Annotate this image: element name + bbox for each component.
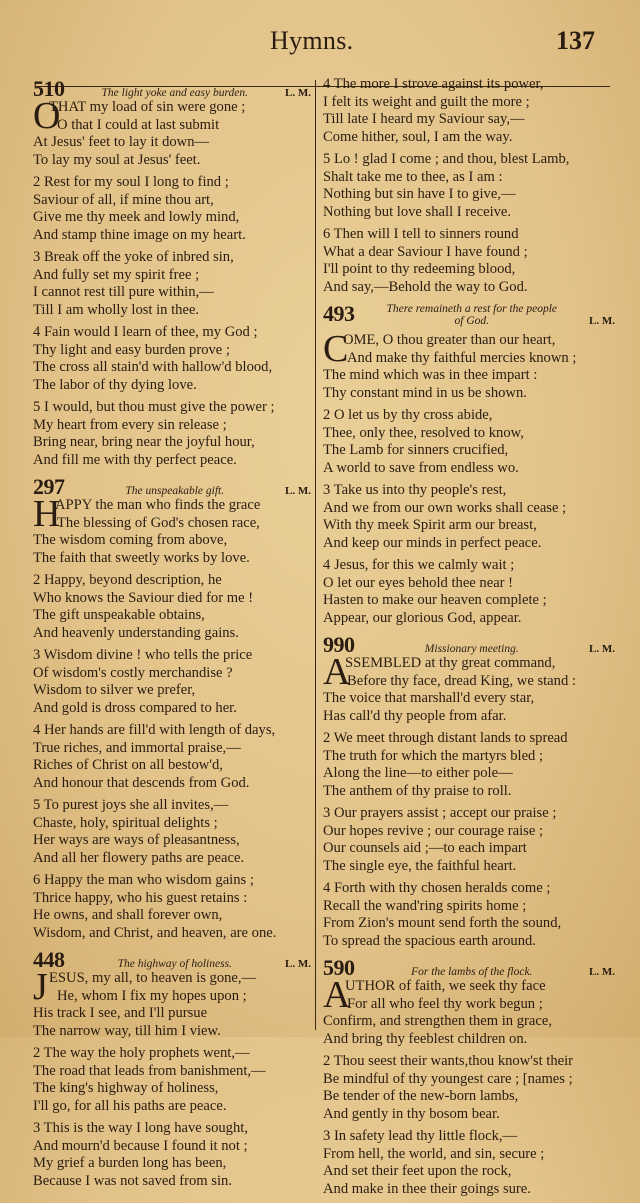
verse-line: I felt its weight and guilt the more ; [323, 93, 530, 110]
verse-line: A world to save from endless wo. [323, 459, 519, 476]
verse-line: And honour that descends from God. [33, 774, 250, 791]
verse-line: From hell, the world, and sin, secure ; [323, 1145, 545, 1162]
verse-line: 2 O let us by thy cross abide, [323, 407, 493, 423]
verse-line: 2 Happy, beyond description, he [33, 572, 222, 588]
verse-line: And keep our minds in perfect peace. [323, 534, 542, 551]
verse-line: And gold is dross compared to her. [33, 699, 237, 716]
stanza-1 [33, 493, 311, 567]
verse-line: Along the line—to either pole— [323, 765, 513, 781]
verse-line: The blessing of God's chosen race, [57, 514, 260, 531]
verse-line: To lay my soul at Jesus' feet. [33, 151, 201, 168]
hymn-number: 448 [33, 947, 65, 972]
verse-line: Till late I heard my Saviour say,— [323, 111, 525, 127]
stanza-6 [323, 226, 615, 296]
verse-line: He, whom I fix my hopes upon ; [57, 987, 247, 1004]
verse-line: My grief a burden long has been, [33, 1155, 227, 1171]
stanza-2 [33, 572, 311, 642]
verse-line: Has call'd thy people from afar. [323, 707, 507, 724]
left-column [33, 76, 311, 1195]
verse-line: 2 The way the holy prophets went,— [33, 1045, 250, 1061]
verse-line: And fill me with thy perfect peace. [33, 451, 237, 468]
verse-line: 3 Our prayers assist ; accept our praise ; [323, 805, 557, 821]
verse-line: And heavenly understanding gains. [33, 624, 239, 641]
verse-line: And set their feet upon the rock, [323, 1163, 512, 1179]
running-head [0, 24, 640, 64]
verse-line: 2 We meet through distant lands to spread [323, 730, 568, 746]
verse-line: Bring near, bring near the joyful hour, [33, 434, 255, 450]
drop-cap: J [33, 966, 48, 1008]
verse-line: 4 Jesus, for this we calmly wait ; [323, 557, 515, 573]
verse-line: 4 Fain would I learn of thee, my God ; [33, 324, 258, 340]
stanza-3 [33, 1120, 311, 1190]
verse-line: Before thy face, dread King, we stand : [347, 672, 576, 689]
verse-line: 2 Rest for my soul I long to find ; [33, 174, 229, 190]
verse-line: Be mindful of thy youngest care ; [names ; [323, 1070, 573, 1087]
right-column [323, 76, 615, 1203]
verse-line: The truth for which the martyrs bled ; [323, 747, 544, 764]
verse-line: Shalt take me to thee, as I am : [323, 168, 503, 185]
verse-line: And mourn'd because I found it not ; [33, 1137, 248, 1154]
hymn-590 [323, 955, 615, 1198]
hymn-theme: The highway of holiness. [117, 958, 232, 970]
verse-line: Be tender of the new-born lambs, [323, 1088, 519, 1104]
verse-line: The road that leads from banishment,— [33, 1062, 266, 1079]
verse-line: APPY the man who finds the grace [55, 497, 261, 513]
stanza-2 [33, 1045, 311, 1115]
verse-line: Riches of Christ on all bestow'd, [33, 757, 223, 773]
verse-line: 3 This is the way I long have sought, [33, 1120, 248, 1136]
hymn-number: 493 [323, 301, 355, 326]
page-number: 137 [556, 26, 595, 55]
hymn-meter: L. M. [285, 87, 311, 99]
stanza-3 [323, 805, 615, 875]
drop-cap: H [33, 493, 61, 535]
verse-line: My heart from every sin release ; [33, 416, 227, 433]
drop-cap: O [33, 95, 61, 137]
hymn-meter: L. M. [285, 485, 311, 497]
hymn-theme: The light yoke and easy burden. [101, 87, 248, 99]
verse-line: Nothing but love shall I receive. [323, 203, 512, 220]
verse-line: Till I am wholly lost in thee. [33, 301, 200, 318]
stanza-4 [33, 722, 311, 792]
hymn-header [33, 474, 311, 499]
verse-line: The wisdom coming from above, [33, 532, 228, 548]
hymn-297 [33, 474, 311, 942]
hymn-990 [323, 632, 615, 950]
verse-line: Thy light and easy burden prove ; [33, 341, 230, 358]
stanza-2 [323, 1053, 615, 1123]
stanza-2 [323, 730, 615, 800]
verse-line: Thrice happy, who his guest retains : [33, 889, 248, 906]
hymn-theme: The unspeakable gift. [125, 485, 225, 497]
verse-line: At Jesus' feet to lay it down— [33, 134, 210, 150]
verse-line: And gently in thy bosom bear. [323, 1105, 500, 1122]
verse-line: 4 Forth with thy chosen heralds come ; [323, 880, 551, 896]
verse-line: The mind which was in thee impart : [323, 367, 538, 383]
verse-line: 4 Her hands are fill'd with length of days, [33, 722, 276, 738]
verse-line: True riches, and immortal praise,— [33, 739, 241, 756]
hymn-header [323, 955, 615, 980]
verse-line: And bring thy feeblest children on. [323, 1030, 528, 1047]
verse-line: And we from our own works shall cease ; [323, 499, 567, 516]
verse-line: 6 Happy the man who wisdom gains ; [33, 872, 254, 888]
hymn-header [33, 76, 311, 101]
stanza-5 [33, 399, 311, 469]
verse-line: For all who feel thy work begun ; [347, 995, 543, 1012]
stanza-1 [323, 328, 615, 402]
verse-line: And all her flowery paths are peace. [33, 849, 245, 866]
stanza-2 [33, 174, 311, 244]
verse-line: Thee, only thee, resolved to know, [323, 424, 524, 441]
verse-line: Confirm, and strengthen them in grace, [323, 1013, 552, 1029]
verse-line: And make thy faithful mercies known ; [347, 349, 577, 366]
hymn-meter: L. M. [589, 643, 615, 655]
verse-line: Wisdom, and Christ, and heaven, are one. [33, 924, 277, 941]
verse-line: 5 I would, but thou must give the power ; [33, 399, 275, 415]
verse-line: 4 The more I strove against its power, [323, 76, 544, 92]
hymn-510-continued [323, 76, 615, 296]
hymn-theme-line-2: of God. [454, 315, 489, 327]
hymn-number: 297 [33, 474, 65, 499]
drop-cap: A [323, 651, 351, 693]
verse-line: 5 To purest joys she all invites,— [33, 797, 229, 813]
verse-line: The voice that marshall'd every star, [323, 690, 535, 706]
stanza-1 [33, 95, 311, 169]
verse-line: The labor of thy dying love. [33, 376, 197, 393]
verse-line: His track I see, and I'll pursue [33, 1005, 208, 1021]
hymn-header [323, 632, 615, 657]
verse-line: And stamp thine image on my heart. [33, 226, 246, 243]
verse-line: Hasten to make our heaven complete ; [323, 592, 547, 608]
verse-line: From Zion's mount send forth the sound, [323, 915, 562, 931]
stanza-4 [33, 324, 311, 394]
verse-line: I'll point to thy redeeming blood, [323, 261, 516, 277]
verse-line: The Lamb for sinners crucified, [323, 442, 509, 458]
verse-line: Our counsels aid ;—to each impart [323, 840, 527, 856]
verse-line: Who knows the Saviour died for me ! [33, 589, 254, 606]
hymn-theme: Missionary meeting. [424, 643, 519, 655]
stanza-4 [323, 880, 615, 950]
hymn-number: 990 [323, 632, 355, 657]
verse-line: 5 Lo ! glad I come ; and thou, blest Lamb, [323, 151, 570, 167]
verse-line: Come hither, soul, I am the way. [323, 128, 513, 145]
stanza-2 [323, 407, 615, 477]
verse-line: And say,—Behold the way to God. [323, 278, 528, 295]
running-title: Hymns. [270, 26, 354, 55]
stanza-1 [323, 651, 615, 725]
verse-line: With thy meek Spirit arm our breast, [323, 517, 537, 533]
verse-line: ESUS, my all, to heaven is gone,— [49, 970, 257, 986]
verse-line: SSEMBLED at thy great command, [345, 655, 556, 671]
verse-line: I'll go, for all his paths are peace. [33, 1097, 227, 1114]
verse-line: The gift unspeakable obtains, [33, 607, 205, 623]
verse-line: Chaste, holy, spiritual delights ; [33, 814, 218, 831]
verse-line: Recall the wand'ring spirits home ; [323, 897, 527, 914]
verse-line: THAT my load of sin were gone ; [49, 99, 246, 115]
hymn-header [33, 947, 311, 972]
hymn-theme-line-1: There remaineth a rest for the people [386, 303, 558, 315]
hymn-510 [33, 76, 311, 469]
verse-line: 3 Break off the yoke of inbred sin, [33, 249, 234, 265]
verse-line: Appear, our glorious God, appear. [323, 609, 522, 626]
stanza-1 [323, 974, 615, 1048]
verse-line: 6 Then will I tell to sinners round [323, 226, 519, 242]
drop-cap: A [323, 974, 351, 1016]
verse-line: Wisdom to silver we prefer, [33, 682, 196, 698]
verse-line: He owns, and shall forever own, [33, 907, 223, 923]
hymn-number: 590 [323, 955, 355, 980]
verse-line: Her ways are ways of pleasantness, [33, 832, 240, 848]
verse-line: Our hopes revive ; our courage raise ; [323, 822, 544, 839]
hymn-448 [33, 947, 311, 1190]
hymn-meter: L. M. [589, 315, 615, 327]
stanza-5 [33, 797, 311, 867]
verse-line: 3 Take us into thy people's rest, [323, 482, 507, 498]
verse-line: Of wisdom's costly merchandise ? [33, 664, 233, 681]
stanza-3 [33, 249, 311, 319]
verse-line: The king's highway of holiness, [33, 1080, 219, 1096]
verse-line: 2 Thou seest their wants,thou know'st their [323, 1053, 574, 1069]
verse-line: And make in thee their goings sure. [323, 1180, 531, 1197]
verse-line: What a dear Saviour I have found ; [323, 243, 528, 260]
verse-line: OME, O thou greater than our heart, [343, 332, 556, 348]
stanza-1 [33, 966, 311, 1040]
verse-line: 3 In safety lead thy little flock,— [323, 1128, 518, 1144]
stanza-3 [323, 1128, 615, 1198]
verse-line: To spread the spacious earth around. [323, 932, 536, 949]
hymn-theme [355, 301, 590, 327]
verse-line: Give me thy meek and lowly mind, [33, 209, 240, 225]
verse-line: Thy constant mind in us be shown. [323, 384, 527, 401]
hymn-header [323, 301, 615, 331]
verse-line: Nothing but sin have I to give,— [323, 186, 516, 202]
verse-line: O that I could at last submit [57, 116, 220, 133]
hymn-meter: L. M. [589, 966, 615, 978]
verse-line: The faith that sweetly works by love. [33, 549, 250, 566]
stanza-4 [323, 557, 615, 627]
stanza-5 [323, 151, 615, 221]
verse-line: The anthem of thy praise to roll. [323, 782, 512, 799]
verse-line: The single eye, the faithful heart. [323, 857, 517, 874]
verse-line: The narrow way, till him I view. [33, 1022, 221, 1039]
hymn-theme: For the lambs of the flock. [411, 966, 533, 978]
stanza-4 [323, 76, 615, 146]
verse-line: I cannot rest till pure within,— [33, 284, 214, 300]
verse-line: O let our eyes behold thee near ! [323, 574, 514, 591]
stanza-6 [33, 872, 311, 942]
drop-cap: C [323, 328, 349, 370]
verse-line: Saviour of all, if mine thou art, [33, 191, 214, 208]
hymn-number: 510 [33, 76, 65, 101]
stanza-3 [323, 482, 615, 552]
verse-line: 3 Wisdom divine ! who tells the price [33, 647, 253, 663]
stanza-3 [33, 647, 311, 717]
verse-line: And fully set my spirit free ; [33, 266, 200, 283]
hymn-meter: L. M. [285, 958, 311, 970]
hymn-493 [323, 301, 615, 627]
verse-line: UTHOR of faith, we seek thy face [345, 978, 546, 994]
verse-line: Because I was not saved from sin. [33, 1172, 232, 1189]
verse-line: The cross all stain'd with hallow'd blood, [33, 359, 273, 375]
column-divider [315, 80, 316, 1030]
